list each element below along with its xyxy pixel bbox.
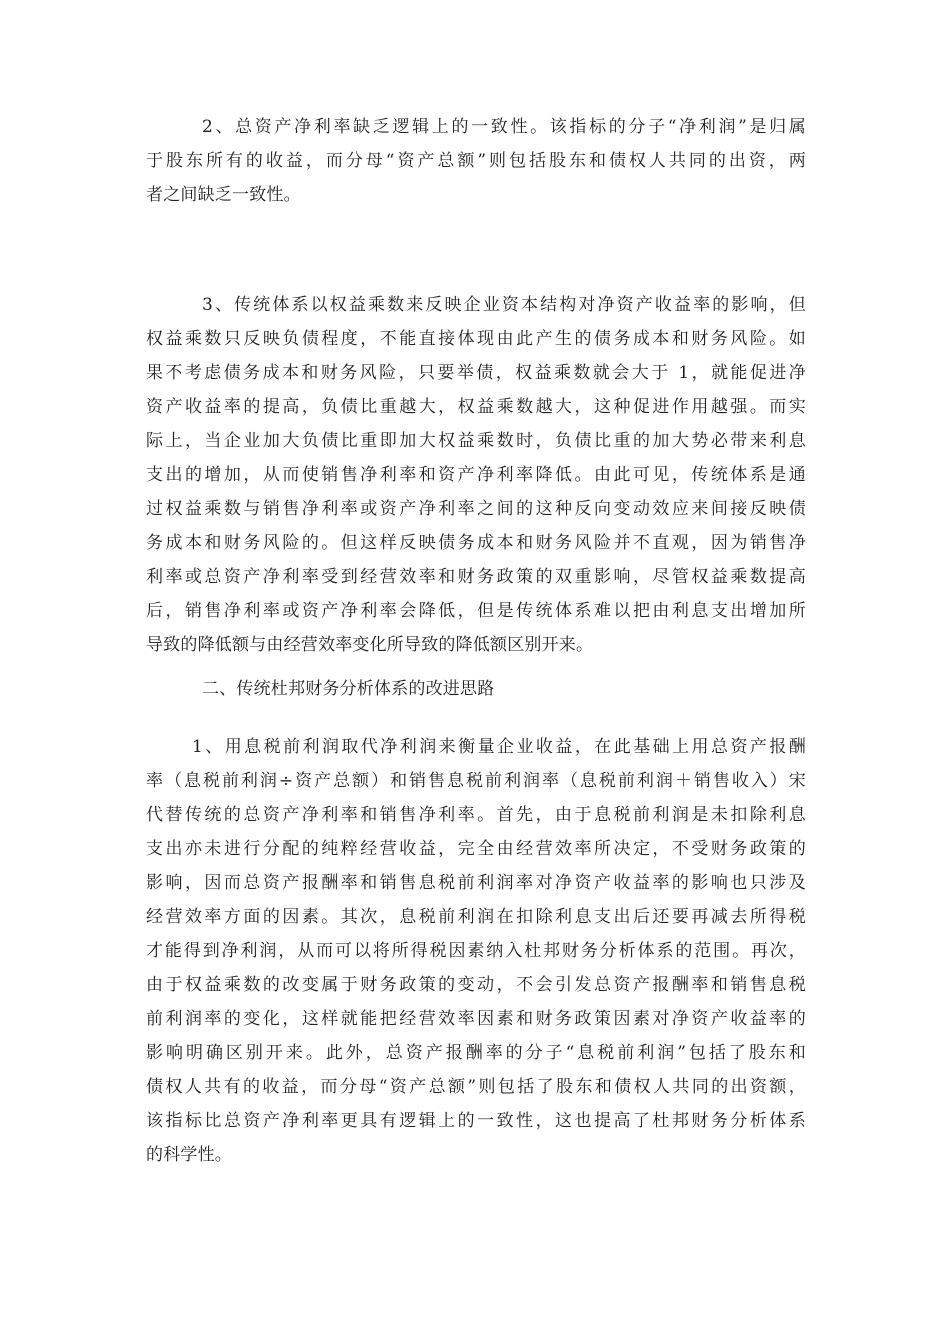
paragraph-line: 代替传统的总资产净利率和销售净利率。首先，由于息税前利润是未扣除利息 — [146, 805, 806, 825]
paragraph-line: 者之间缺乏一致性。 — [146, 185, 301, 205]
paragraph-line: 利率或总资产净利率受到经营效率和财务政策的双重影响，尽管权益乘数提高 — [146, 567, 806, 587]
paragraph-line: 的科学性。 — [146, 1145, 232, 1165]
section-heading-text: 二、传统杜邦财务分析体系的改进思路 — [202, 679, 495, 699]
paragraph-line: 影响明确区别开来。此外，总资产报酬率的分子“息税前利润”包括了股东和 — [146, 1043, 806, 1063]
section-heading — [146, 672, 806, 706]
paragraph-line: 1、用息税前利润取代净利润来衡量企业收益，在此基础上用总资产报酬 — [192, 737, 806, 757]
paragraph-total-asset-net-profit-consistency — [146, 110, 806, 212]
paragraph-line: 债权人共有的收益，而分母“资产总额”则包括了股东和债权人共同的出资额， — [146, 1077, 806, 1097]
paragraph-line: 2、总资产净利率缺乏逻辑上的一致性。该指标的分子“净利润”是归属 — [202, 117, 806, 137]
paragraph-line: 果不考虑债务成本和财务风险，只要举债，权益乘数就会大于 1，就能促进净 — [146, 363, 806, 383]
paragraph-line: 权益乘数只反映负债程度，不能直接体现由此产生的债务成本和财务风险。如 — [146, 329, 806, 349]
paragraph-line: 经营效率方面的因素。其次，息税前利润在扣除利息支出后还要再减去所得税 — [146, 907, 806, 927]
paragraph-line: 由于权益乘数的改变属于财务政策的变动，不会引发总资产报酬率和销售息税 — [146, 975, 806, 995]
paragraph-line: 过权益乘数与销售净利率或资产净利率之间的这种反向变动效应来间接反映债 — [146, 499, 806, 519]
paragraph-line: 后，销售净利率或资产净利率会降低，但是传统体系难以把由利息支出增加所 — [146, 601, 806, 621]
paragraph-line: 该指标比总资产净利率更具有逻辑上的一致性，这也提高了杜邦财务分析体系 — [146, 1111, 806, 1131]
paragraph-line: 前利润率的变化，这样就能把经营效率因素和财务政策因素对净资产收益率的 — [146, 1009, 806, 1029]
paragraph-line: 才能得到净利润，从而可以将所得税因素纳入杜邦财务分析体系的范围。再次， — [146, 941, 806, 961]
paragraph-line: 支出的增加，从而使销售净利率和资产净利率降低。由此可见，传统体系是通 — [146, 465, 806, 485]
paragraph-line: 导致的降低额与由经营效率变化所导致的降低额区别开来。 — [146, 635, 594, 655]
paragraph-line: 于股东所有的收益，而分母“资产总额”则包括股东和债权人共同的出资，两 — [146, 151, 806, 171]
paragraph-ebit-improvement — [146, 730, 806, 1172]
paragraph-equity-multiplier — [146, 288, 806, 662]
paragraph-line: 际上，当企业加大负债比重即加大权益乘数时，负债比重的加大势必带来利息 — [146, 431, 806, 451]
paragraph-line: 影响，因而总资产报酬率和销售息税前利润率对净资产收益率的影响也只涉及 — [146, 873, 806, 893]
paragraph-line: 3、传统体系以权益乘数来反映企业资本结构对净资产收益率的影响，但 — [202, 295, 806, 315]
paragraph-line: 资产收益率的提高，负债比重越大，权益乘数越大，这种促进作用越强。而实 — [146, 397, 806, 417]
paragraph-line: 支出亦未进行分配的纯粹经营收益，完全由经营效率所决定，不受财务政策的 — [146, 839, 806, 859]
paragraph-line: 务成本和财务风险的。但这样反映债务成本和财务风险并不直观，因为销售净 — [146, 533, 806, 553]
paragraph-line: 率（息税前利润÷资产总额）和销售息税前利润率（息税前利润＋销售收入）宋 — [146, 771, 806, 791]
